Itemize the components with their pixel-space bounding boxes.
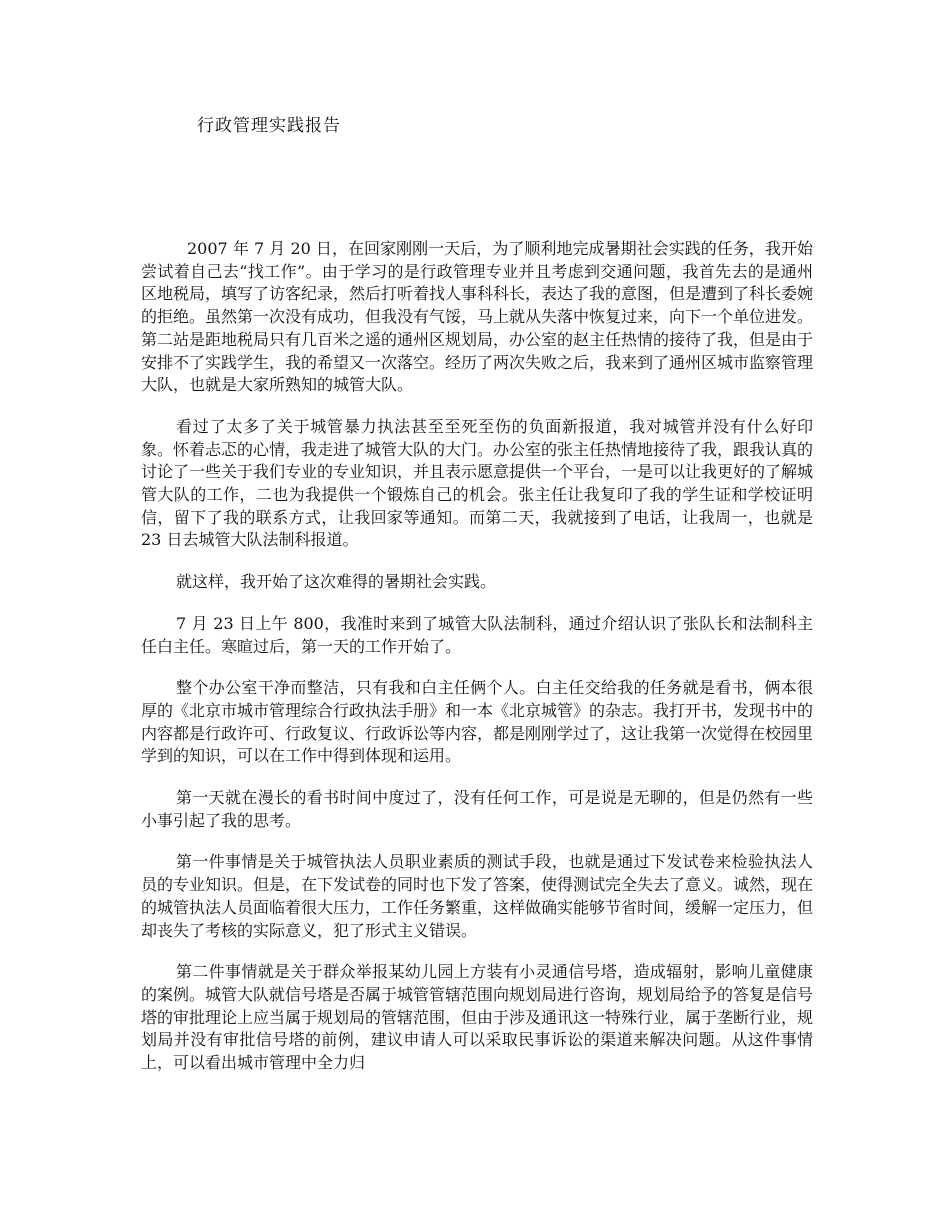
paragraph-8: 第二件事情就是关于群众举报某幼儿园上方装有小灵通信号塔，造成辐射，影响儿童健康的案例。城管大队就信号塔是否属于城管管辖范围向规划局进行咨询，规划局给予的答复是信号塔的审批理论上应当属于规划局的管辖范围，但由于涉及通讯这一特殊行业，属于垄断行业，规划局并没有审批信号塔的前例，建议申请人可以采取民事诉讼的渠道来解决问题。从这件事情上，可以看出城市管理中全力归: [141, 962, 814, 1073]
paragraph-3: 就这样，我开始了这次难得的暑期社会实践。: [176, 572, 497, 592]
document-body: [141, 238, 813, 1094]
paragraph-5: 整个办公室干净而整洁，只有我和白主任俩个人。白主任交给我的任务就是看书，俩本很厚的《北京市城市管理综合行政执法手册》和一本《北京城管》的杂志。我打开书，发现书中的内容都是行政许可、行政复议、行政诉讼等内容，都是刚刚学过了，这让我第一次觉得在校园里学到的知识，可以在工作中得到体现和运用。: [141, 678, 814, 766]
paragraph-6: 第一天就在漫长的看书时间中度过了，没有任何工作，可是说是无聊的，但是仍然有一些小事引起了我的思考。: [141, 788, 813, 830]
paragraph-4: 7 月 23 日上午 800，我准时来到了城管大队法制科，通过介绍认识了张队长和法制科主任白主任。寒暄过后，第一天的工作开始了。: [141, 613, 813, 656]
paragraph-1: 2007 年 7 月 20 日，在回家刚刚一天后，为了顺利地完成暑期社会实践的任务，我开始尝试着自己去“找工作”。由于学习的是行政管理专业并且考虑到交通问题，我首先去的是通州区地税局，填写了访客纪录，然后打听着找人事科科长，表达了我的意图，但是遭到了科长委婉的拒绝。虽然第一次没有成功，但我没有气馁，马上就从失落中恢复过来，向下一个单位进发。第二站是距地税局只有几百米之遥的通州区规划局，办公室的赵主任热情的接待了我，但是由于安排不了实践学生，我的希望又一次落空。经历了两次失败之后，我来到了通州区城市监察管理大队，也就是大家所熟知的城管大队。: [141, 239, 814, 395]
paragraph-2: 看过了太多了关于城管暴力执法甚至至死至伤的负面新报道，我对城管并没有什么好印象。怀着忐忑的心情，我走进了城管大队的大门。办公室的张主任热情地接待了我，跟我认真的讨论了一些关于我们专业的专业知识，并且表示愿意提供一个平台，一是可以让我更好的了解城管大队的工作，二也为我提供一个锻炼自己的机会。张主任让我复印了我的学生证和学校证明信，留下了我的联系方式，让我回家等通知。而第二天，我就接到了电话，让我周一，也就是 23 日去城管大队法制科报道。: [141, 416, 814, 550]
paragraph-7: 第一件事情是关于城管执法人员职业素质的测试手段，也就是通过下发试卷来检验执法人员的专业知识。但是，在下发试卷的同时也下发了答案，使得测试完全失去了意义。诚然，现在的城管执法人员面临着很大压力，工作任务繁重，这样做确实能够节省时间，缓解一定压力，但却丧失了考核的实际意义，犯了形式主义错误。: [141, 852, 814, 940]
document-title: 行政管理实践报告: [197, 116, 341, 136]
